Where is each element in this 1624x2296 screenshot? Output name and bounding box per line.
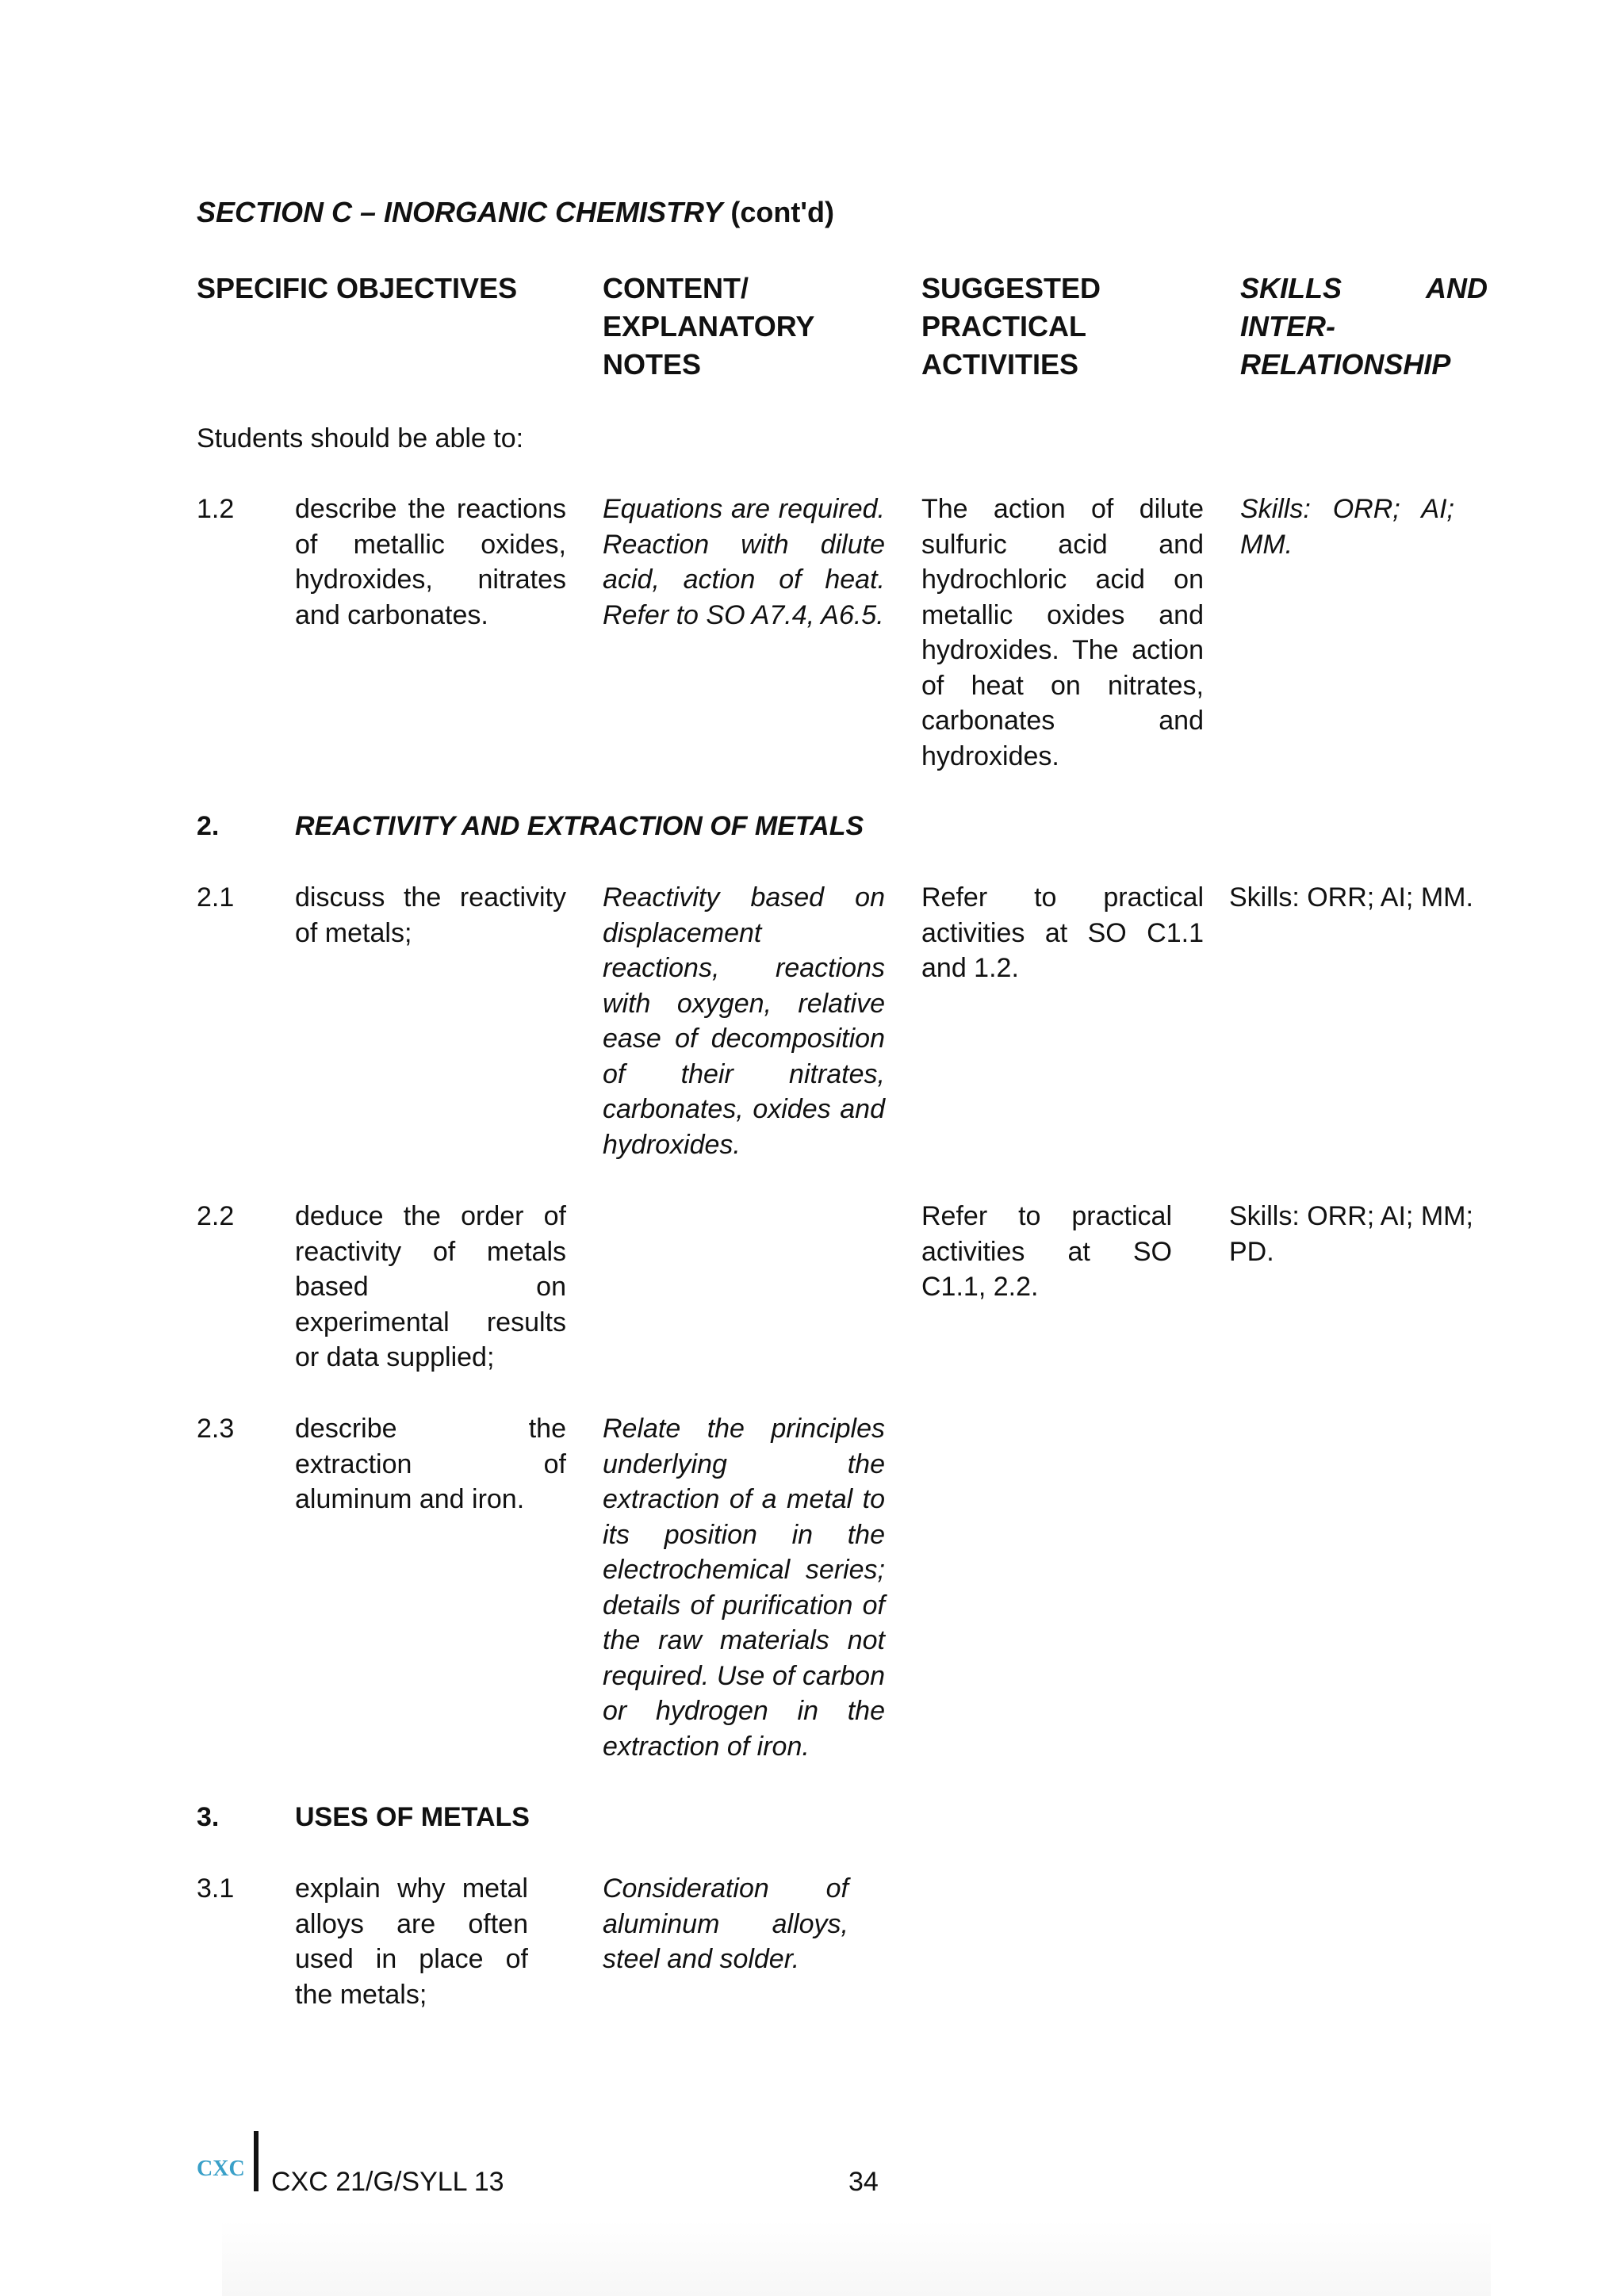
footer-divider — [254, 2131, 259, 2191]
objective-text-2-1: discuss the reactivity of metals; — [295, 882, 566, 948]
activities-2-2: Refer to practical activities at SO C1.1, 2.2. — [921, 1201, 1172, 1302]
skills-2-2: Skills: ORR; AI; MM; PD. — [1229, 1201, 1473, 1267]
notes-1-2: Equations are required. Reaction with dilute acid, action of heat. Refer to SO A7.4, A6.5. — [603, 494, 885, 630]
footer-syllabus-code: CXC 21/G/SYLL 13 — [271, 2167, 504, 2197]
topic-number-3: 3. — [197, 1802, 220, 1832]
section-title — [197, 195, 834, 230]
header-content-notes: CONTENT/ EXPLANATORY NOTES — [603, 272, 814, 381]
objective-number-3-1: 3.1 — [197, 1873, 235, 1904]
bottom-shade — [222, 2220, 1491, 2296]
header-skills: SKILLS AND INTER-RELATIONSHIP — [1240, 272, 1488, 381]
section-title-suffix: (cont'd) — [730, 196, 834, 228]
topic-number-2: 2. — [197, 811, 220, 841]
objective-text-2-3: describe the extraction of aluminum and iron. — [295, 1414, 566, 1514]
cxc-logo-text: CXC — [197, 2156, 245, 2181]
objective-number-2-1: 2.1 — [197, 882, 235, 913]
objective-text-1-2: describe the reactions of metallic oxides, hydroxides, nitrates and carbonates. — [295, 494, 566, 630]
page-number: 34 — [848, 2167, 879, 2197]
intro-text: Students should be able to: — [197, 423, 524, 453]
topic-heading-reactivity: REACTIVITY AND EXTRACTION OF METALS — [295, 811, 864, 841]
notes-3-1: Consideration of aluminum alloys, steel and solder. — [603, 1873, 848, 1974]
objective-number-2-2: 2.2 — [197, 1201, 235, 1231]
header-suggested-activities: SUGGESTED PRACTICAL ACTIVITIES — [921, 272, 1101, 381]
objective-number-1-2: 1.2 — [197, 494, 235, 524]
skills-1-2: Skills: ORR; AI; MM. — [1240, 494, 1454, 560]
topic-heading-uses-of-metals: USES OF METALS — [295, 1802, 530, 1832]
header-specific-objectives: SPECIFIC OBJECTIVES — [197, 272, 518, 304]
objective-text-2-2: deduce the order of reactivity of metals based on experimental results or data supplied; — [295, 1201, 566, 1372]
section-title-main: SECTION C – INORGANIC CHEMISTRY — [197, 196, 723, 228]
notes-2-3: Relate the principles underlying the extraction of a metal to its position in the electrochemical series; details of purification of the raw materials not required. Use of carbon or hydrogen in the extraction of iron. — [603, 1414, 885, 1762]
notes-2-1: Reactivity based on displacement reactions, reactions with oxygen, relative ease of decomposition of their nitrates, carbonates, oxides and hydroxides. — [603, 882, 885, 1160]
activities-2-1: Refer to practical activities at SO C1.1 and 1.2. — [921, 882, 1204, 983]
objective-number-2-3: 2.3 — [197, 1414, 235, 1444]
cxc-logo — [195, 2155, 246, 2191]
objective-text-3-1: explain why metal alloys are often used in place of the metals; — [295, 1873, 528, 2010]
skills-2-1: Skills: ORR; AI; MM. — [1229, 882, 1473, 913]
activities-1-2: The action of dilute sulfuric acid and hydrochloric acid on metallic oxides and hydroxides. The action of heat on nitrates, carbonates and hydroxides. — [921, 494, 1204, 771]
